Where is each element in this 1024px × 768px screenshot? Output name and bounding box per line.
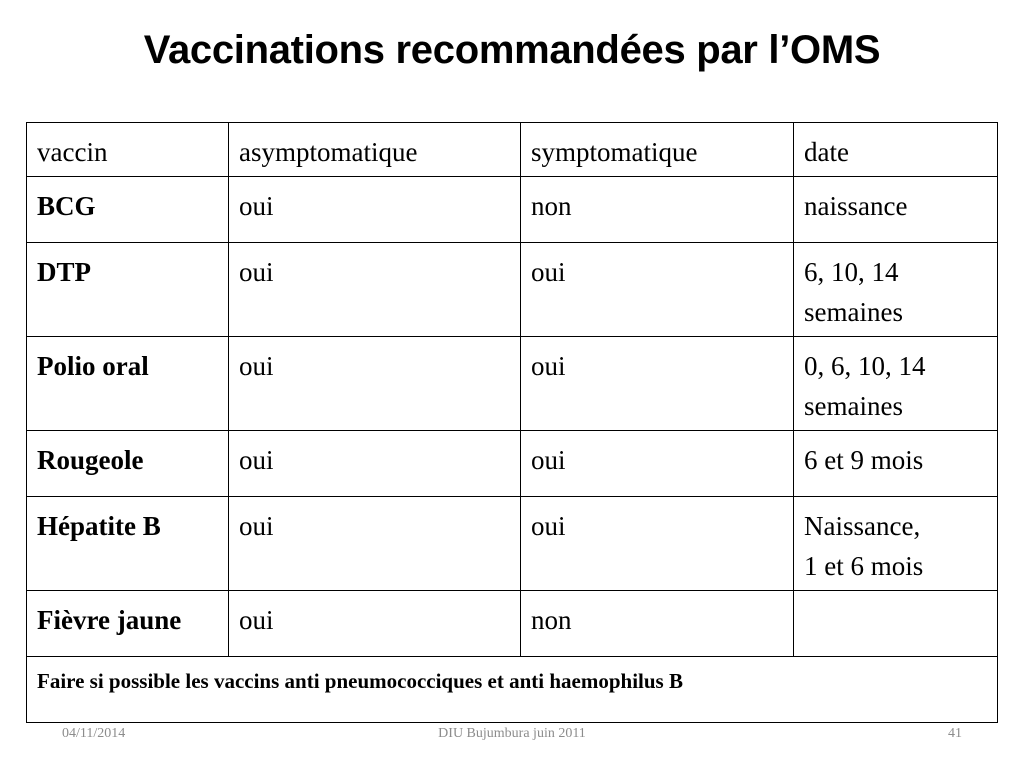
cell-vaccin: DTP (27, 243, 229, 337)
cell-vaccin: Hépatite B (27, 497, 229, 591)
vaccination-table (26, 122, 998, 723)
cell-vaccin: Polio oral (27, 337, 229, 431)
date-line: 1 et 6 mois (804, 551, 924, 581)
slide-title: Vaccinations recommandées par l’OMS (143, 28, 881, 72)
header-asymptomatique: asymptomatique (229, 123, 521, 177)
header-symptomatique: symptomatique (521, 123, 794, 177)
table-note: Faire si possible les vaccins anti pneumococciques et anti haemophilus B (27, 657, 998, 723)
cell-symptomatique: oui (521, 497, 794, 591)
cell-asymptomatique: oui (229, 497, 521, 591)
date-line: 6, 10, 14 (804, 257, 899, 287)
table-row (27, 177, 998, 243)
table-row (27, 431, 998, 497)
cell-vaccin: BCG (27, 177, 229, 243)
date-line: Naissance, (804, 511, 921, 541)
cell-symptomatique: oui (521, 337, 794, 431)
table-row (27, 337, 998, 431)
table-row (27, 497, 998, 591)
cell-symptomatique: oui (521, 243, 794, 337)
cell-symptomatique: non (521, 591, 794, 657)
cell-asymptomatique: oui (229, 591, 521, 657)
footer-center-text: DIU Bujumbura juin 2011 (438, 726, 586, 741)
cell-date (794, 337, 998, 431)
date-line: 6 et 9 mois (804, 445, 924, 475)
cell-symptomatique: non (521, 177, 794, 243)
cell-symptomatique: oui (521, 431, 794, 497)
cell-vaccin: Rougeole (27, 431, 229, 497)
table-note-row (27, 657, 998, 723)
cell-asymptomatique: oui (229, 243, 521, 337)
cell-asymptomatique: oui (229, 431, 521, 497)
date-line: naissance (804, 191, 908, 221)
table-row (27, 243, 998, 337)
cell-vaccin: Fièvre jaune (27, 591, 229, 657)
cell-asymptomatique: oui (229, 177, 521, 243)
date-line: semaines (804, 391, 903, 421)
footer-date: 04/11/2014 (62, 726, 126, 741)
header-vaccin: vaccin (27, 123, 229, 177)
date-line: 0, 6, 10, 14 (804, 351, 926, 381)
cell-date (794, 177, 998, 243)
footer-page-number: 41 (948, 726, 962, 741)
cell-date (794, 497, 998, 591)
table-row (27, 591, 998, 657)
cell-asymptomatique: oui (229, 337, 521, 431)
table-header-row (27, 123, 998, 177)
header-date: date (794, 123, 998, 177)
cell-date (794, 591, 998, 657)
cell-date (794, 431, 998, 497)
cell-date (794, 243, 998, 337)
date-line: semaines (804, 297, 903, 327)
